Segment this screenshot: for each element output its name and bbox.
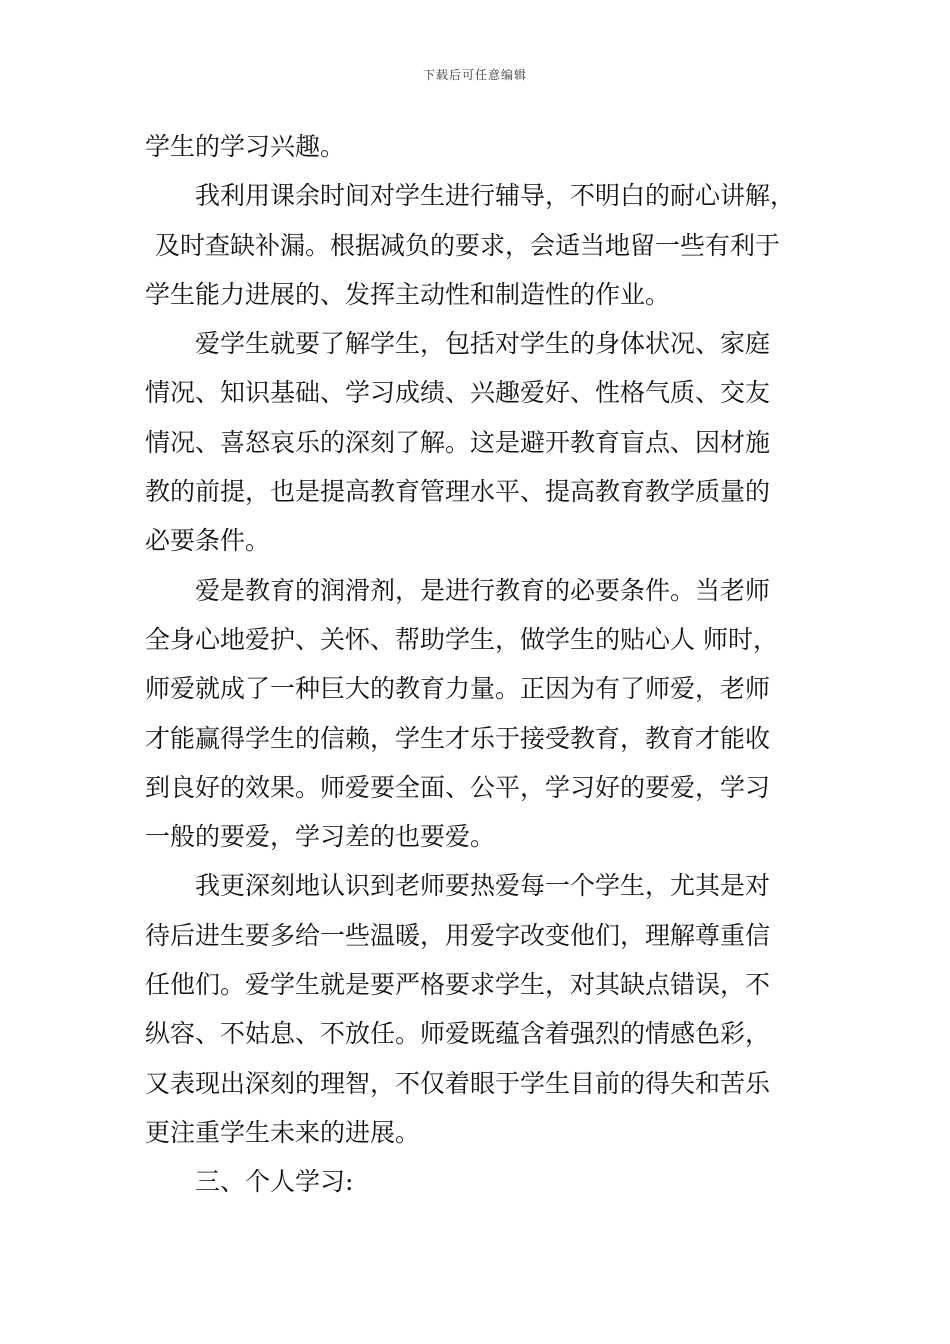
- text-line: 全身心地爱护、关怀、帮助学生，做学生的贴心人 师时，: [145, 624, 778, 654]
- text-line: 情况、喜怒哀乐的深刻了解。这是避开教育盲点、因材施: [145, 427, 771, 457]
- text-line: 师爱就成了一种巨大的教育力量。正因为有了师爱，老师: [145, 674, 771, 704]
- text-line: 及时查缺补漏。根据减负的要求，会适当地留一些有利于: [155, 230, 781, 260]
- body-text: [145, 122, 810, 1207]
- text-line: 到良好的效果。师爱要全面、公平，学习好的要爱，学习: [145, 772, 771, 802]
- text-line: 待后进生要多给一些温暖，用爱字改变他们，理解尊重信: [145, 920, 771, 950]
- text-line: 又表现出深刻的理智，不仅着眼于学生目前的得失和苦乐: [145, 1068, 771, 1098]
- text-line: 我利用课余时间对学生进行辅导，不明白的耐心讲解，: [195, 181, 796, 211]
- text-line: 才能赢得学生的信赖，学生才乐于接受教育，教育才能收: [145, 723, 771, 753]
- text-line: 纵容、不姑息、不放任。师爱既蕴含着强烈的情感色彩，: [145, 1019, 771, 1049]
- text-line: 爱学生就要了解学生，包括对学生的身体状况、家庭: [195, 329, 771, 359]
- page-header: 下载后可任意编辑: [422, 68, 527, 82]
- text-line: 学生的学习兴趣。: [145, 132, 346, 161]
- text-line: 我更深刻地认识到老师要热爱每一个学生，尤其是对: [195, 871, 771, 901]
- text-line: 一般的要爱，学习差的也要爱。: [145, 822, 496, 852]
- text-line: 更注重学生未来的进展。: [145, 1117, 421, 1147]
- text-line: 情况、知识基础、学习成绩、兴趣爱好、性格气质、交友: [145, 378, 771, 408]
- text-line: 教的前提，也是提高教育管理水平、提高教育教学质量的: [145, 477, 771, 507]
- text-line: 学生能力进展的、发挥主动性和制造性的作业。: [145, 279, 671, 309]
- text-line: 必要条件。: [145, 526, 271, 556]
- text-line: 任他们。爱学生就是要严格要求学生，对其缺点错误，不: [145, 970, 771, 1000]
- text-line: 爱是教育的润滑剂，是进行教育的必要条件。当老师: [195, 575, 771, 605]
- section-heading: 三、个人学习:: [195, 1167, 354, 1197]
